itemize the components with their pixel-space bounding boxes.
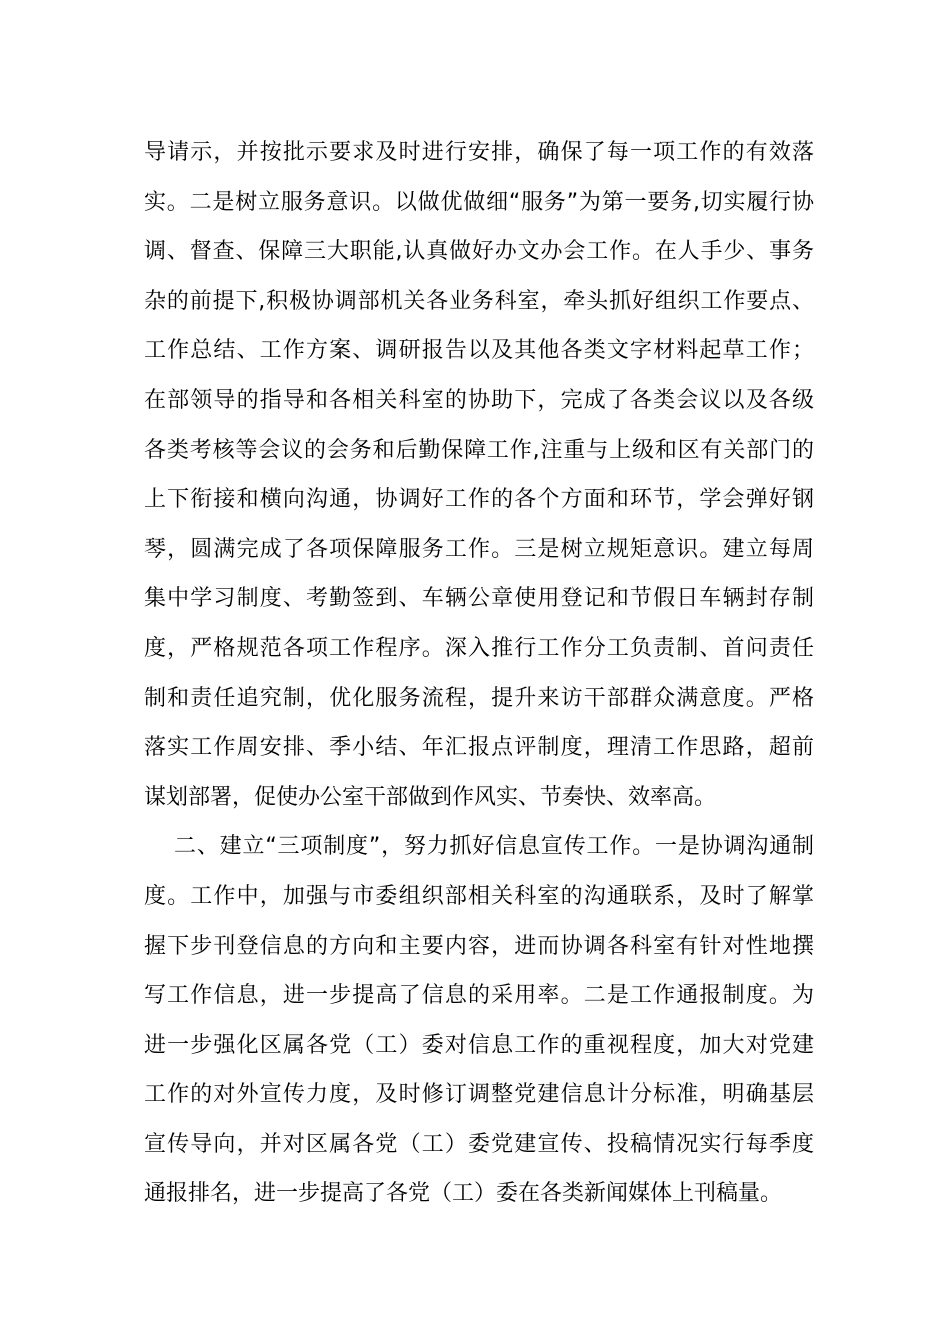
text-line: 进一步强化区属各党（工）委对信息工作的重视程度，加大对党建 bbox=[144, 1032, 814, 1058]
text-line: 度，严格规范各项工作程序。深入推行工作分工负责制、首问责任 bbox=[144, 635, 814, 661]
text-line: 谋划部署，促使办公室干部做到作风实、节奏快、效率高。 bbox=[144, 784, 717, 810]
body-text bbox=[144, 128, 814, 1219]
text-line: 各类考核等会议的会务和后勤保障工作,注重与上级和区有关部门的 bbox=[144, 437, 814, 463]
text-line: 集中学习制度、考勤签到、车辆公章使用登记和节假日车辆封存制 bbox=[144, 586, 814, 612]
text-line: 写工作信息，进一步提高了信息的采用率。二是工作通报制度。为 bbox=[144, 983, 814, 1009]
text-line: 导请示，并按批示要求及时进行安排，确保了每一项工作的有效落 bbox=[144, 140, 814, 165]
text-line: 调、督查、保障三大职能,认真做好办文办会工作。在人手少、事务 bbox=[144, 239, 814, 265]
text-line: 实。二是树立服务意识。以做优做细“服务”为第一要务,切实履行协 bbox=[144, 189, 814, 215]
text-line: 工作总结、工作方案、调研报告以及其他各类文字材料起草工作； bbox=[144, 338, 814, 364]
text-line: 制和责任追究制，优化服务流程，提升来访干部群众满意度。严格 bbox=[144, 685, 814, 711]
text-line: 落实工作周安排、季小结、年汇报点评制度，理清工作思路，超前 bbox=[144, 735, 814, 761]
text-line: 在部领导的指导和各相关科室的协助下，完成了各类会议以及各级 bbox=[144, 387, 814, 413]
text-line: 琴，圆满完成了各项保障服务工作。三是树立规矩意识。建立每周 bbox=[144, 536, 814, 562]
section-heading-line: 二、建立“三项制度”，努力抓好信息宣传工作。一是协调沟通制 bbox=[174, 834, 814, 860]
text-line: 度。工作中，加强与市委组织部相关科室的沟通联系，及时了解掌 bbox=[144, 883, 814, 909]
text-line: 杂的前提下,积极协调部机关各业务科室，牵头抓好组织工作要点、 bbox=[144, 288, 814, 314]
text-line: 握下步刊登信息的方向和主要内容，进而协调各科室有针对性地撰 bbox=[144, 933, 814, 959]
text-line: 上下衔接和横向沟通，协调好工作的各个方面和环节，学会弹好钢 bbox=[144, 487, 814, 513]
text-line: 工作的对外宣传力度，及时修订调整党建信息计分标准，明确基层 bbox=[144, 1082, 814, 1108]
text-line: 通报排名，进一步提高了各党（工）委在各类新闻媒体上刊稿量。 bbox=[144, 1181, 783, 1207]
text-line: 宣传导向，并对区属各党（工）委党建宣传、投稿情况实行每季度 bbox=[144, 1131, 814, 1157]
